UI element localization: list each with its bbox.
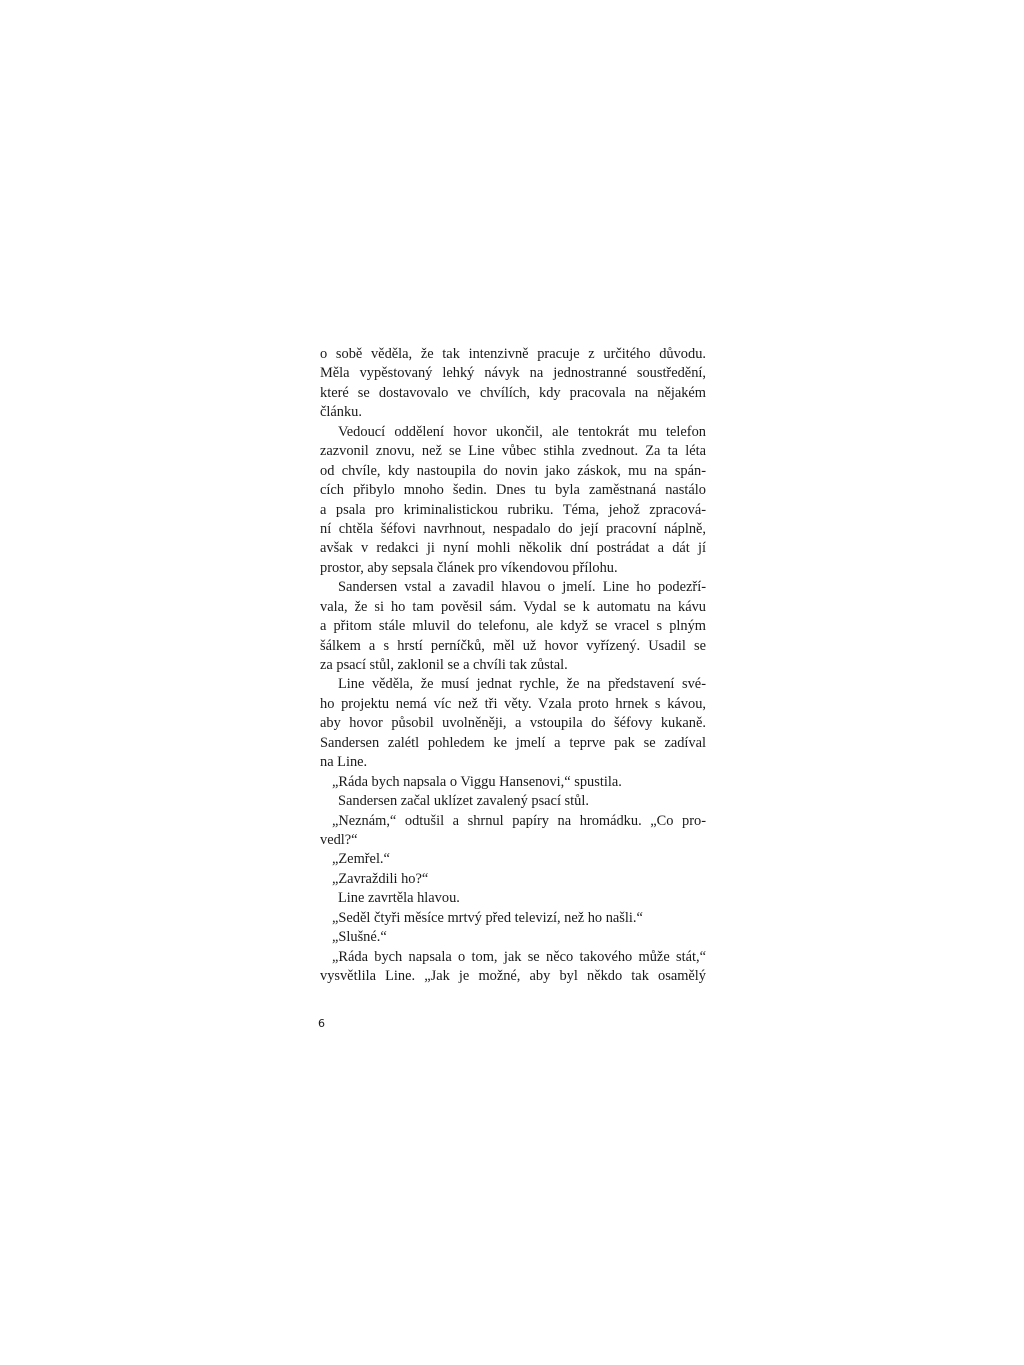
text-line: šálkem a s hrstí perníčků, měl už hovor vyřízený. Usadil se (320, 637, 706, 654)
text-line: a přitom stále mluvil do telefonu, ale když se vracel s plným (320, 618, 706, 635)
text-line: článku. (320, 404, 362, 421)
text-line: avšak v redakci ji nyní mohli několik dní postrádat a dát jí (320, 540, 706, 557)
text-line: prostor, aby sepsala článek pro víkendovou přílohu. (320, 559, 618, 576)
text-line: na Line. (320, 754, 368, 771)
text-line: „Slušné.“ (332, 929, 387, 946)
text-line: které se dostavovalo ve chvílích, kdy pracovala na nějakém (320, 384, 706, 401)
text-line: Sandersen zalétl pohledem ke jmelí a teprve pak se zadíval (320, 734, 706, 751)
text-line: cích přibylo mnoho šedin. Dnes tu byla zaměstnaná nastálo (320, 482, 706, 499)
text-line: Sandersen vstal a zavadil hlavou o jmelí. Line ho podezří- (338, 579, 706, 596)
text-line: od chvíle, kdy nastoupila do novin jako záskok, mu na spán- (320, 462, 706, 479)
text-line: „Seděl čtyři měsíce mrtvý před televizí, než ho našli.“ (332, 909, 643, 926)
text-line: „Neznám,“ odtušil a shrnul papíry na hromádku. „Co pro- (332, 812, 706, 829)
text-line: vala, že si ho tam pověsil sám. Vydal se k automatu na kávu (320, 598, 706, 615)
text-line: „Ráda bych napsala o Viggu Hansenovi,“ spustila. (332, 773, 622, 790)
text-line: za psací stůl, zaklonil se a chvíli tak zůstal. (320, 657, 568, 673)
text-line: aby hovor působil uvolněněji, a vstoupila do šéfovy kukaně. (320, 715, 706, 732)
text-line: „Zemřel.“ (332, 851, 390, 868)
text-line: ho projektu nemá víc než tři věty. Vzala proto hrnek s kávou, (320, 695, 706, 712)
text-line: vedl?“ (320, 831, 358, 848)
text-line: zazvonil znovu, než se Line vůbec stihla zvednout. Za ta léta (320, 443, 706, 460)
text-line: o sobě věděla, že tak intenzivně pracuje z určitého důvodu. (320, 346, 706, 362)
page-number: 6 (318, 1017, 325, 1030)
text-line: „Zavraždili ho?“ (332, 870, 429, 887)
body-text (320, 345, 706, 986)
text-line: „Ráda bych napsala o tom, jak se něco takového může stát,“ (332, 948, 706, 965)
text-line: vysvětlila Line. „Jak je možné, aby byl někdo tak osamělý (320, 968, 706, 984)
text-line: Sandersen začal uklízet zavalený psací stůl. (338, 793, 589, 810)
text-line: Měla vypěstovaný lehký návyk na jednostranné soustředění, (320, 365, 706, 382)
text-line: ní chtěla šéfovi navrhnout, nespadalo do její pracovní náplně, (320, 520, 706, 537)
text-line: Line zavrtěla hlavou. (338, 890, 460, 907)
text-line: a psala pro kriminalistickou rubriku. Téma, jehož zpracová- (320, 501, 706, 518)
text-line: Line věděla, že musí jednat rychle, že na představení své- (338, 676, 706, 693)
text-line: Vedoucí oddělení hovor ukončil, ale tentokrát mu telefon (338, 423, 706, 440)
